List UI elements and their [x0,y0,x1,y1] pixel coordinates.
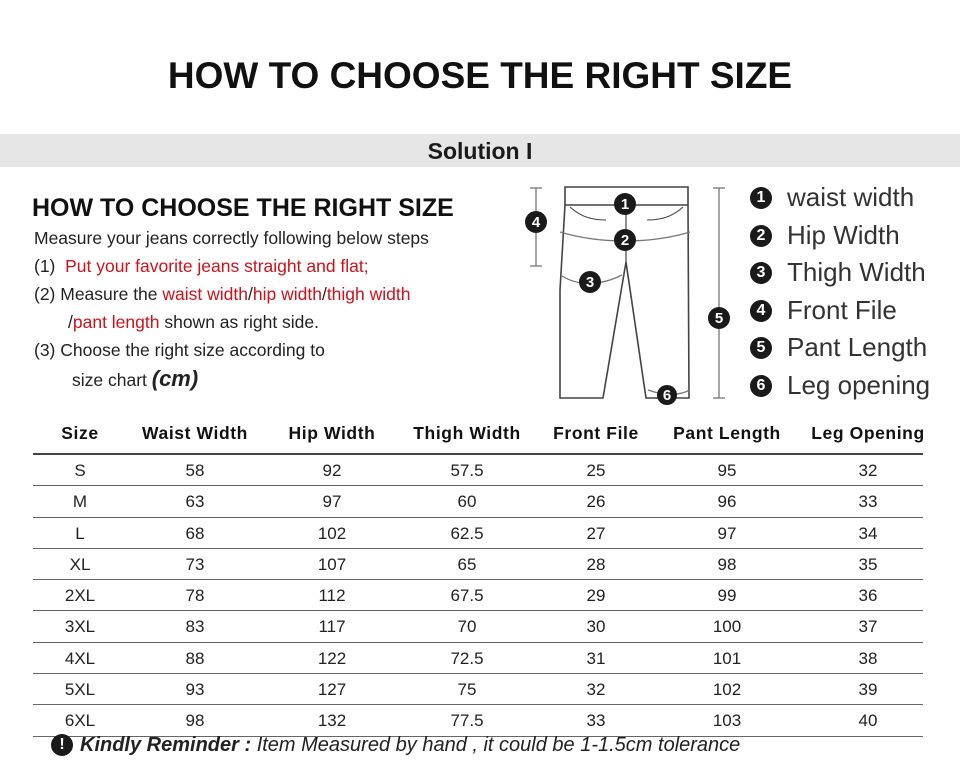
instruction-step-3: (3) Choose the right size according to [34,340,325,360]
table-row [33,549,923,580]
instruction-step-2: (2) Measure the waist width/hip width/thigh width [34,284,411,304]
value-cell: 97 [322,492,342,512]
table-row [33,455,923,486]
value-cell: 65 [457,554,477,574]
value-cell: 95 [717,461,737,480]
table-row [33,518,923,549]
value-cell: 27 [586,523,606,543]
value-cell: 98 [185,711,205,731]
value-cell: 101 [712,648,742,668]
value-cell: 78 [185,586,205,606]
table-header [33,419,923,453]
table-row [33,643,923,674]
marker-2-label: 2 [620,232,630,249]
jeans-diagram [520,180,740,410]
size-cell: M [72,492,88,512]
number-2-icon: 2 [750,225,772,247]
value-cell: 31 [586,648,606,668]
column-header: Hip Width [288,423,376,443]
value-cell: 75 [457,680,477,700]
value-cell: 39 [858,680,878,700]
marker-4-label: 4 [531,214,541,231]
value-cell: 62.5 [450,523,484,543]
number-1-icon: 1 [750,187,772,209]
value-cell: 107 [317,554,347,574]
value-cell: 112 [318,586,346,606]
value-cell: 103 [712,711,742,731]
value-cell: 67.5 [450,586,484,606]
value-cell: 33 [586,711,606,731]
value-cell: 25 [586,461,606,480]
value-cell: 32 [586,680,606,700]
solution-banner [0,134,960,167]
value-cell: 93 [185,680,205,700]
table-row [33,580,923,611]
value-cell: 26 [586,492,606,512]
value-cell: 57.5 [450,461,484,480]
size-table [33,419,925,731]
size-cell: 3XL [64,617,96,637]
column-header: Pant Length [673,423,781,443]
value-cell: 70 [457,617,477,637]
value-cell: 58 [185,461,205,480]
marker-3-label: 3 [585,274,595,291]
size-cell: 2XL [64,586,96,606]
table-body [33,455,923,737]
size-cell: 5XL [64,680,96,700]
value-cell: 88 [185,648,205,668]
column-header: Leg Opening [811,423,925,443]
value-cell: 97 [717,523,737,543]
table-row [33,486,923,517]
value-cell: 28 [586,554,606,574]
value-cell: 60 [457,492,477,512]
value-cell: 83 [185,617,205,637]
table-row [33,674,923,705]
instruction-step-3-cont: size chart (cm) [72,366,199,391]
value-cell: 127 [317,680,347,700]
value-cell: 36 [858,586,878,606]
value-cell: 68 [185,523,205,543]
marker-5-label: 5 [714,310,724,327]
column-header: Front File [553,423,639,443]
number-5-icon: 5 [750,337,772,359]
instruction-step-2-cont: /pant length shown as right side. [68,312,320,332]
value-cell: 92 [322,461,342,480]
value-cell: 132 [317,711,347,731]
column-header: Thigh Width [413,423,521,443]
value-cell: 100 [712,617,742,637]
size-cell: S [74,461,86,480]
value-cell: 38 [858,648,878,668]
number-3-icon: 3 [750,262,772,284]
value-cell: 63 [185,492,205,512]
value-cell: 117 [318,617,346,637]
value-cell: 73 [185,554,205,574]
instruction-step-1: (1) Put your favorite jeans straight and flat; [34,256,369,276]
value-cell: 35 [858,554,878,574]
value-cell: 40 [858,711,878,731]
table-row [33,705,923,736]
marker-6-label: 6 [662,387,672,404]
value-cell: 72.5 [450,648,484,668]
marker-1-label: 1 [620,196,630,213]
value-cell: 98 [717,554,737,574]
size-cell: L [75,523,85,543]
unit-label: (cm) [151,366,199,391]
solution-label: Solution I [427,138,533,164]
value-cell: 29 [586,586,606,606]
number-6-icon: 6 [750,375,772,397]
value-cell: 99 [717,586,737,606]
value-cell: 96 [717,492,737,512]
value-cell: 102 [317,523,347,543]
size-cell: 4XL [64,648,96,668]
value-cell: 30 [586,617,606,637]
number-4-icon: 4 [750,300,772,322]
instructions-intro: Measure your jeans correctly following below steps [34,228,429,248]
section-title: HOW TO CHOOSE THE RIGHT SIZE [32,194,454,222]
column-header: Waist Width [142,423,248,443]
table-row [33,611,923,642]
value-cell: 102 [712,680,742,700]
value-cell: 77.5 [450,711,484,731]
page-title: HOW TO CHOOSE THE RIGHT SIZE [167,55,793,96]
size-cell: 6XL [64,711,96,731]
size-cell: XL [69,554,91,574]
value-cell: 32 [858,461,878,480]
warning-icon: ! [51,734,73,756]
value-cell: 34 [858,523,878,543]
value-cell: 122 [317,648,347,668]
value-cell: 33 [858,492,878,512]
column-header: Size [61,423,99,443]
value-cell: 37 [858,617,878,637]
